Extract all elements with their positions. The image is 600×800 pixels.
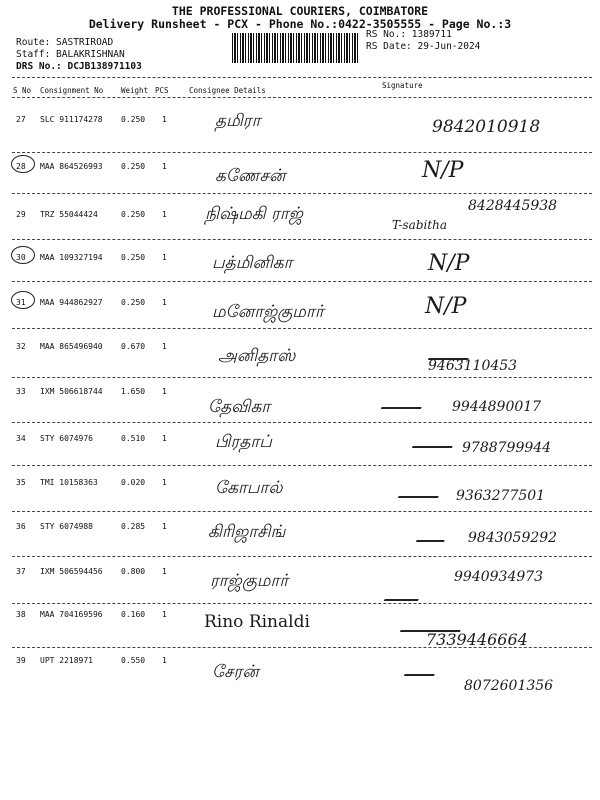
row-divider — [12, 377, 592, 378]
header-divider — [12, 77, 592, 78]
row-divider — [12, 193, 592, 194]
row-divider — [12, 465, 592, 466]
signature-phone: 9843059292 — [468, 530, 558, 546]
row-divider — [12, 328, 592, 329]
signature-phone: 8072601356 — [464, 678, 554, 694]
signature-phone: 9944890017 — [452, 399, 542, 415]
row-sno: 32 — [16, 342, 26, 351]
row-sno: 29 — [16, 210, 26, 219]
row-weight: 0.285 — [121, 522, 146, 531]
signature-phone: 7339446664 — [426, 630, 528, 649]
row-weight: 0.510 — [121, 434, 146, 443]
row-sno: 28 — [16, 162, 26, 171]
row-divider — [12, 239, 592, 240]
signature-phone: 9842010918 — [432, 117, 541, 137]
signature-phone: 9363277501 — [456, 488, 546, 504]
signature-np: N/P — [425, 294, 467, 319]
consignee-name: தமிரா — [215, 111, 261, 131]
company-title: THE PROFESSIONAL COURIERS, COIMBATORE — [171, 4, 429, 18]
signature-name: T-sabitha — [392, 218, 448, 232]
row-weight: 0.250 — [121, 115, 146, 124]
route-label: Route: SASTRIROAD — [16, 37, 114, 48]
signature-phone: 9940934973 — [454, 569, 544, 585]
row-divider — [12, 647, 592, 648]
row-divider — [12, 556, 592, 557]
signature-phone: 9463110453 — [428, 358, 518, 374]
row-pcs: 1 — [162, 253, 167, 262]
col-consignment: Consignment No — [40, 86, 104, 95]
row-consignment: MAA 864526993 — [40, 162, 103, 171]
row-weight: 0.250 — [121, 162, 146, 171]
col-pcs: PCS — [155, 86, 169, 95]
row-weight: 0.550 — [121, 656, 146, 665]
row-weight: 0.800 — [121, 567, 146, 576]
row-pcs: 1 — [162, 162, 167, 171]
row-divider — [12, 422, 592, 423]
row-sno: 33 — [16, 387, 26, 396]
row-consignment: IXM 506594456 — [40, 567, 103, 576]
row-pcs: 1 — [162, 210, 167, 219]
consignee-name: அனிதாஸ் — [218, 346, 296, 366]
signature-scribble — [412, 430, 460, 448]
row-pcs: 1 — [162, 342, 167, 351]
column-divider — [12, 97, 592, 98]
row-sno: 27 — [16, 115, 26, 124]
row-divider — [12, 152, 592, 153]
signature-phone: 8428445938 — [468, 198, 558, 214]
row-consignment: TRZ 55044424 — [40, 210, 98, 219]
row-weight: 0.670 — [121, 342, 146, 351]
staff-label: Staff: BALAKRISHNAN — [16, 49, 125, 60]
row-divider — [12, 281, 592, 282]
row-pcs: 1 — [162, 567, 167, 576]
signature-np: N/P — [422, 158, 464, 183]
row-weight: 0.250 — [121, 210, 146, 219]
col-signature: Signature — [382, 81, 423, 90]
row-sno: 34 — [16, 434, 26, 443]
row-pcs: 1 — [162, 298, 167, 307]
row-consignment: IXM 506618744 — [40, 387, 103, 396]
consignee-name: தேவிகா — [208, 397, 271, 417]
consignee-name: நிஷ்மகி ராஜ் — [205, 204, 303, 224]
row-weight: 0.250 — [121, 253, 146, 262]
row-consignment: SLC 911174278 — [40, 115, 103, 124]
row-sno: 37 — [16, 567, 26, 576]
consignee-name: பத்மினிகா — [212, 253, 293, 273]
row-consignment: TMI 10158363 — [40, 478, 98, 487]
consignee-name: பிரதாப் — [215, 432, 272, 452]
row-pcs: 1 — [162, 387, 167, 396]
col-consignee: Consignee Details — [189, 86, 266, 95]
consignee-name: சேரன் — [212, 662, 259, 682]
signature-phone: 9788799944 — [462, 440, 552, 456]
row-sno: 35 — [16, 478, 26, 487]
row-sno: 36 — [16, 522, 26, 531]
drs-number: DRS No.: DCJB138971103 — [16, 61, 142, 72]
row-pcs: 1 — [162, 434, 167, 443]
consignee-name: கோபால் — [215, 478, 283, 498]
row-weight: 0.020 — [121, 478, 146, 487]
consignee-name: Rino Rinaldi — [204, 612, 310, 632]
rs-number: RS No.: 1389711 — [366, 29, 452, 40]
row-pcs: 1 — [162, 478, 167, 487]
rs-date: RS Date: 29-Jun-2024 — [366, 41, 481, 52]
row-consignment: MAA 944862927 — [40, 298, 103, 307]
row-weight: 1.650 — [121, 387, 146, 396]
row-consignment: STY 6074988 — [40, 522, 93, 531]
row-weight: 0.160 — [121, 610, 146, 619]
signature-scribble — [416, 524, 452, 542]
row-consignment: MAA 704169596 — [40, 610, 103, 619]
col-weight: Weight — [121, 86, 149, 95]
row-pcs: 1 — [162, 610, 167, 619]
row-pcs: 1 — [162, 656, 167, 665]
consignee-name: மனோஜ்குமார் — [212, 302, 324, 322]
signature-scribble — [404, 658, 442, 676]
row-consignment: STY 6074976 — [40, 434, 93, 443]
signature-scribble — [381, 391, 429, 409]
row-sno: 38 — [16, 610, 26, 619]
consignee-name: கணேசன் — [215, 166, 286, 186]
runsheet-subtitle: Delivery Runsheet - PCX - Phone No.:0422-3505555 - Page No.:3 — [88, 17, 512, 31]
row-pcs: 1 — [162, 115, 167, 124]
row-consignment: MAA 109327194 — [40, 253, 103, 262]
row-pcs: 1 — [162, 522, 167, 531]
barcode-image — [232, 33, 360, 63]
row-weight: 0.250 — [121, 298, 146, 307]
signature-scribble — [384, 583, 426, 601]
row-divider — [12, 511, 592, 512]
signature-scribble — [398, 480, 446, 498]
row-sno: 39 — [16, 656, 26, 665]
consignee-name: கிரிஜாசிங் — [208, 522, 286, 542]
col-sno: S No — [13, 86, 32, 95]
row-sno: 30 — [16, 253, 26, 262]
row-sno: 31 — [16, 298, 26, 307]
row-consignment: UPT 2218971 — [40, 656, 93, 665]
row-consignment: MAA 865496940 — [40, 342, 103, 351]
signature-np: N/P — [428, 251, 470, 276]
consignee-name: ராஜ்குமார் — [210, 571, 289, 591]
row-divider — [12, 603, 592, 604]
